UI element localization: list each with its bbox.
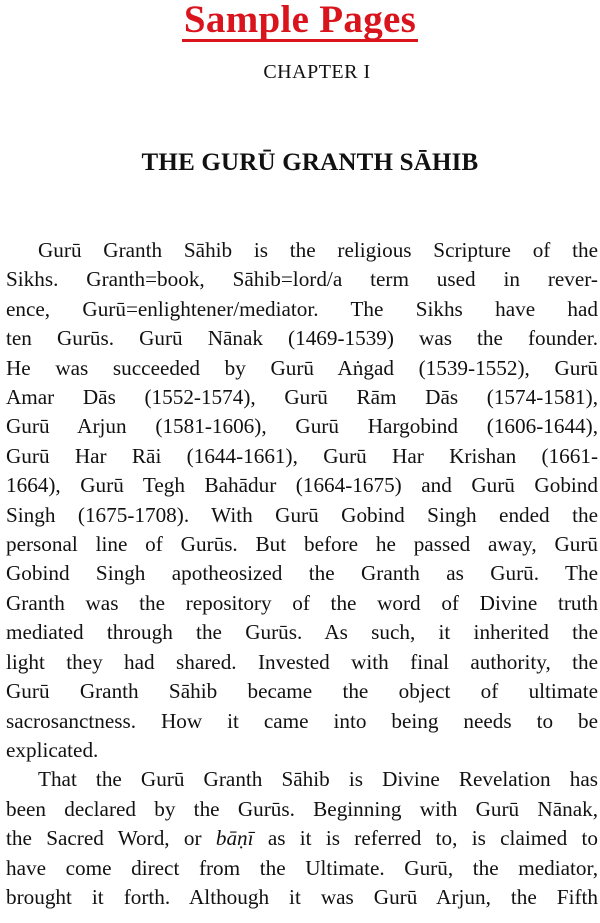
text-line: Singh (1675-1708). With Gurū Gobind Singh ended the [6, 502, 598, 527]
text-line: Granth was the repository of the word of Divine truth [6, 590, 598, 615]
text-line: explicated. [6, 737, 99, 762]
text-line: He was succeeded by Gurū Aṅgad (1539-1552), Gurū [6, 355, 598, 380]
text-line: ence, Gurū=enlightener/mediator. The Sikhs have had [6, 296, 598, 321]
text-line-mixed [6, 824, 598, 853]
text-line: personal line of Gurūs. But before he passed away, Gurū [6, 532, 598, 557]
text-line: Gurū Arjun (1581-1606), Gurū Hargobind (1606-1644), [6, 414, 598, 439]
text-line: That the Gurū Granth Sāhib is Divine Revelation has [38, 767, 598, 792]
text-line: 1664), Gurū Tegh Bahādur (1664-1675) and Gurū Gobind [6, 473, 598, 498]
text-line: Gurū Har Rāi (1644-1661), Gurū Har Krishan (1661- [6, 443, 598, 468]
text-line: been declared by the Gurūs. Beginning with Gurū Nānak, [6, 796, 598, 821]
body-text [6, 236, 598, 912]
sample-pages-banner-text: Sample Pages [183, 0, 417, 41]
text-line: Gurū Granth Sāhib became the object of ultimate [6, 679, 598, 704]
italic-term-bani: bāṇī [215, 826, 254, 851]
sample-pages-banner [0, 0, 600, 42]
text-line: sacrosanctness. How it came into being needs to be [6, 708, 598, 733]
text-line: Gobind Singh apotheosized the Granth as Gurū. The [6, 561, 598, 586]
chapter-title: THE GURŪ GRANTH SĀHIB [141, 149, 479, 176]
chapter-label: CHAPTER I [263, 61, 371, 83]
text-line: Gurū Granth Sāhib is the religious Scripture of the [38, 238, 598, 262]
paragraph-1 [6, 236, 598, 765]
text-fragment: as it is referred to, is claimed to [267, 826, 598, 851]
text-line: have come direct from the Ultimate. Gurū, the mediator, [6, 855, 598, 880]
text-line: ten Gurūs. Gurū Nānak (1469-1539) was the founder. [6, 326, 598, 351]
text-line: Sikhs. Granth=book, Sāhib=lord/a term used in rever- [6, 267, 598, 292]
text-line: brought it forth. Although it was Gurū Arjun, the Fifth [6, 884, 598, 909]
text-line: Amar Dās (1552-1574), Gurū Rām Dās (1574-1581), [6, 385, 598, 410]
text-fragment: the Sacred Word, or [6, 826, 202, 851]
text-line: light they had shared. Invested with final authority, the [6, 649, 598, 674]
paragraph-2 [6, 765, 598, 912]
text-line: mediated through the Gurūs. As such, it inherited the [6, 620, 598, 645]
